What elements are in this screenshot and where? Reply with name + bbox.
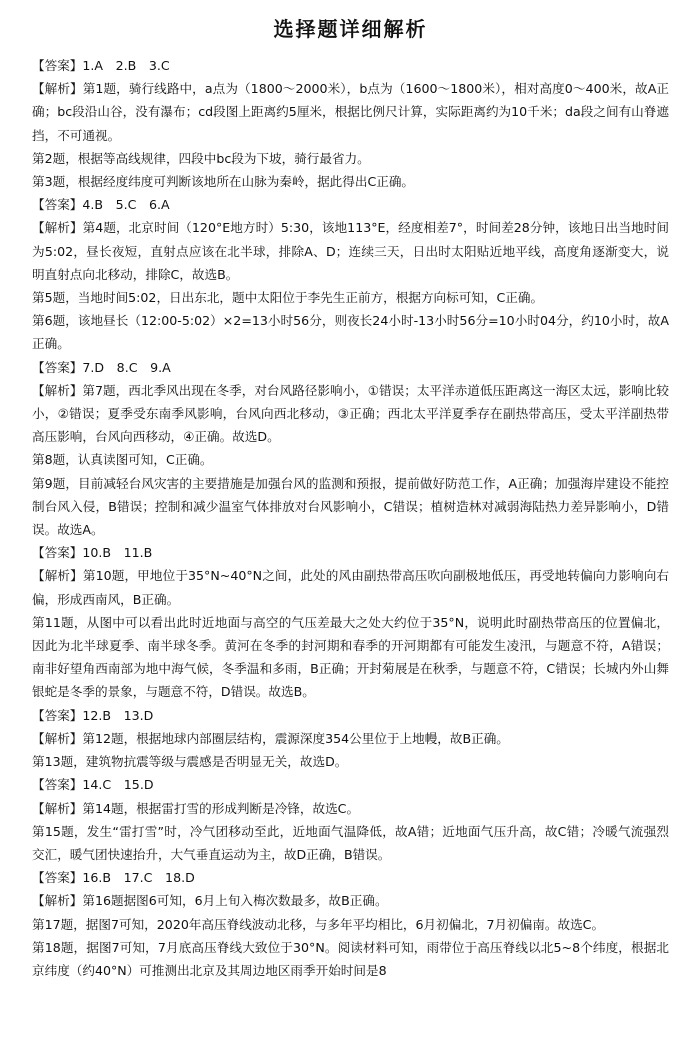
paragraph: 第18题，据图7可知，7月底高压脊线大致位于30°N。阅读材料可知，雨带位于高压脊线以北5~8个纬度，根据北京纬度（约40°N）可推测出北京及其周边地区雨季开始时间是8 <box>32 939 669 978</box>
paragraph: 第17题，据图7可知，2020年高压脊线波动北移，与多年平均相比，6月初偏北，7月初偏南。故选C。 <box>32 916 605 932</box>
paragraph: 【答案】7.D 8.C 9.A <box>32 359 171 375</box>
paragraph: 第8题，认真读图可知，C正确。 <box>32 452 213 468</box>
paragraph: 【答案】4.B 5.C 6.A <box>32 197 170 213</box>
paragraph: 【解析】第4题，北京时间（120°E地方时）5:30，该地113°E，经度相差7°，时间差28分钟，该地日出当地时间为5:02，昼长夜短，直射点应该在北半球，排除A、D；连续三天，日出时太阳贴近地平线，高度角逐渐变大，说明直射点向北移动，排除C，故选B。 <box>32 220 669 282</box>
paragraph: 第15题，发生“雷打雪”时，冷气团移动至此，近地面气温降低，故A错；近地面气压升高，故C错；冷暖气流强烈交汇，暖气团快速抬升，大气垂直运动为主，故D正确，B错误。 <box>32 823 669 862</box>
paragraph: 【答案】12.B 13.D <box>32 707 154 723</box>
paragraph: 第5题，当地时间5:02，日出东北，题中太阳位于李先生正前方，根据方向标可知，C正确。 <box>32 290 544 306</box>
paragraph: 第11题，从图中可以看出此时近地面与高空的气压差最大之处大约位于35°N，说明此时副热带高压的位置偏北，因此为北半球夏季、南半球冬季。黄河在冬季的封河期和春季的开河期都有可能发生凌汛，与题意不符，A错误；南非好望角西南部为地中海气候，冬季温和多雨，B正确；开封菊展是在秋季，与题意不符，C错误；长城内外山舞银蛇是冬季的景象，与题意不符，D错误。故选B。 <box>32 614 669 700</box>
paragraph: 【解析】第12题，根据地球内部圈层结构，震源深度354公里位于上地幔，故B正确。 <box>32 730 509 746</box>
paragraph: 第3题，根据经度纬度可判断该地所在山脉为秦岭，据此得出C正确。 <box>32 174 415 190</box>
paragraph: 【解析】第16题据图6可知，6月上旬入梅次数最多，故B正确。 <box>32 893 388 909</box>
paragraph: 【解析】第7题，西北季风出现在冬季，对台风路径影响小，①错误；太平洋赤道低压距离这一海区太远，影响比较小，②错误；夏季受东南季风影响，台风向西北移动，③正确；西北太平洋夏季存在副热带高压，受太平洋副热带高压影响，台风向西移动，④正确。故选D。 <box>32 382 669 445</box>
paragraph: 【答案】10.B 11.B <box>32 545 153 561</box>
paragraph: 【答案】1.A 2.B 3.C <box>32 58 170 73</box>
page-title: 选择题详细解析 <box>273 17 428 41</box>
paragraph: 第9题，目前减轻台风灾害的主要措施是加强台风的监测和预报，提前做好防范工作，A正确；加强海岸建设不能控制台风入侵，B错误；控制和减少温室气体排放对台风影响小，C错误；植树造林对减弱海陆热力差异影响小，D错误。故选A。 <box>32 475 669 538</box>
paragraph: 【解析】第10题，甲地位于35°N~40°N之间，此处的风由副热带高压吹向副极地低压，再受地转偏向力影响向右偏，形成西南风，B正确。 <box>32 568 669 607</box>
document-body <box>32 54 669 982</box>
paragraph: 【解析】第14题，根据雷打雪的形成判断是冷锋，故选C。 <box>32 800 360 816</box>
paragraph: 第6题，该地昼长（12:00-5:02）×2=13小时56分，则夜长24小时-13小时56分=10小时04分，约10小时，故A正确。 <box>32 313 669 352</box>
paragraph: 第2题，根据等高线规律，四段中bc段为下坡，骑行最省力。 <box>32 150 370 166</box>
paragraph: 第13题，建筑物抗震等级与震感是否明显无关，故选D。 <box>32 754 348 770</box>
paragraph: 【答案】16.B 17.C 18.D <box>32 870 195 886</box>
paragraph: 【解析】第1题，骑行线路中，a点为（1800～2000米），b点为（1600～1800米），相对高度0～400米，故A正确；bc段沿山谷，没有瀑布；cd段图上距离约5厘米，根据比例尺计算，实际距离约为10千米；da段之间有山脊遮挡，不可通视。 <box>32 81 669 143</box>
paragraph: 【答案】14.C 15.D <box>32 777 154 793</box>
